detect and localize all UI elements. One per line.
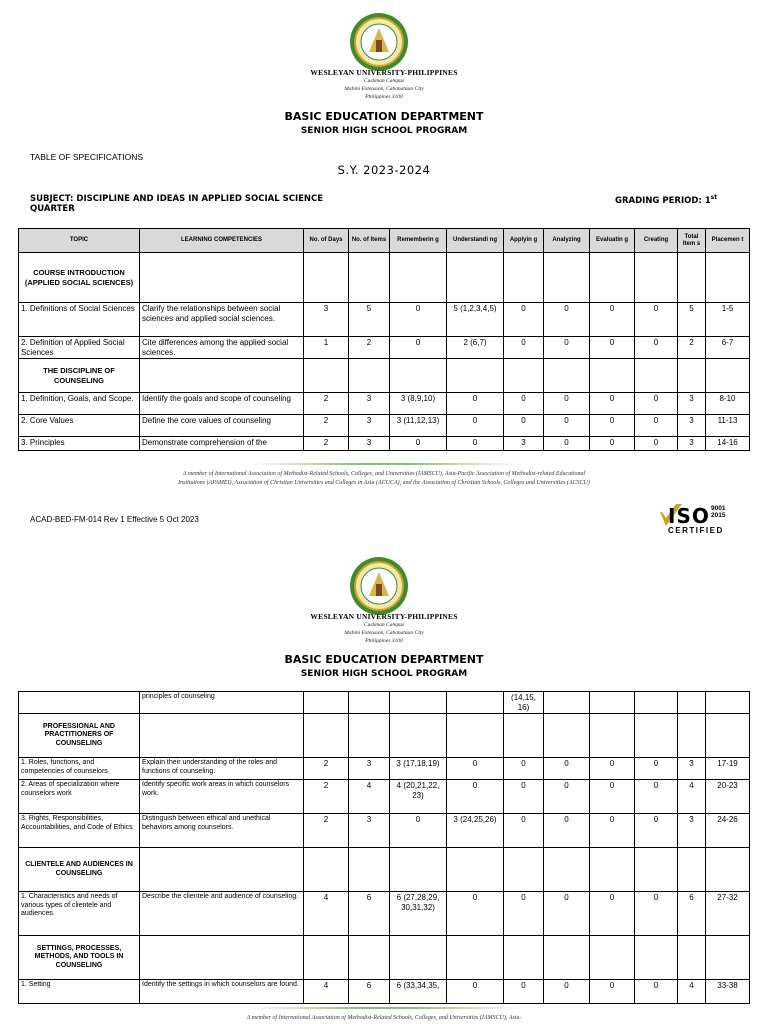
column-header: Rememberin g <box>390 229 447 253</box>
empty-cell <box>447 253 504 303</box>
table-row <box>19 393 750 415</box>
value-cell: (14,15, 16) <box>504 692 544 714</box>
value-cell: 0 <box>447 758 504 780</box>
value-cell: 3 <box>678 758 706 780</box>
empty-cell <box>447 936 504 980</box>
empty-cell <box>504 936 544 980</box>
university-seal-icon-page2 <box>349 556 409 616</box>
value-cell: 0 <box>635 892 678 936</box>
column-header: Creating <box>635 229 678 253</box>
empty-cell <box>590 253 635 303</box>
university-campus-page2: Cushman Campus <box>363 622 405 628</box>
value-cell: 0 <box>590 892 635 936</box>
value-cell: 4 <box>678 780 706 814</box>
empty-cell <box>544 848 590 892</box>
topic-cell: 1. Definitions of Social Sciences <box>19 303 140 337</box>
value-cell: 0 <box>635 780 678 814</box>
empty-cell <box>590 936 635 980</box>
value-cell: 0 <box>544 415 590 437</box>
empty-cell <box>140 714 304 758</box>
value-cell: 2 <box>304 437 349 451</box>
value-cell: 0 <box>504 337 544 359</box>
value-cell <box>590 692 635 714</box>
iso-number: 9001 2015 <box>711 505 726 519</box>
section-title: THE DISCIPLINE OF COUNSELING <box>19 359 140 393</box>
value-cell: 0 <box>447 437 504 451</box>
value-cell: 0 <box>504 814 544 848</box>
empty-cell <box>678 253 706 303</box>
value-cell: 0 <box>590 393 635 415</box>
quarter-label: QUARTER <box>30 204 75 214</box>
empty-cell <box>635 848 678 892</box>
value-cell: 3 (24,25,26) <box>447 814 504 848</box>
empty-cell <box>504 253 544 303</box>
grading-period-label: GRADING PERIOD: 1st <box>615 194 718 206</box>
value-cell: 3 (8,9,10) <box>390 393 447 415</box>
empty-cell <box>140 936 304 980</box>
value-cell: 3 (17,18,19) <box>390 758 447 780</box>
topic-cell: 1. Setting <box>19 980 140 1004</box>
topic-cell: 3. Rights, Responsibilities, Accountabilities, and Code of Ethics <box>19 814 140 848</box>
value-cell: 2 <box>349 337 390 359</box>
value-cell: 3 <box>304 303 349 337</box>
section-row <box>19 714 750 758</box>
department-title-page2: BASIC EDUCATION DEPARTMENT <box>284 653 484 666</box>
empty-cell <box>504 359 544 393</box>
empty-cell <box>304 253 349 303</box>
topic-cell: 2. Areas of specialization where counselors work <box>19 780 140 814</box>
value-cell: 5 <box>678 303 706 337</box>
value-cell <box>706 692 750 714</box>
value-cell: 4 <box>304 892 349 936</box>
column-header: Evaluatin g <box>590 229 635 253</box>
value-cell: 4 <box>678 980 706 1004</box>
empty-cell <box>635 936 678 980</box>
value-cell: 3 <box>349 437 390 451</box>
competency-cell: Identify the settings in which counselors are found. <box>140 980 304 1004</box>
value-cell: 0 <box>504 415 544 437</box>
empty-cell <box>678 359 706 393</box>
value-cell <box>447 692 504 714</box>
value-cell: 3 <box>678 814 706 848</box>
empty-cell <box>390 848 447 892</box>
column-header: No. of Items <box>349 229 390 253</box>
empty-cell <box>706 359 750 393</box>
topic-cell: 2. Definition of Applied Social Sciences <box>19 337 140 359</box>
value-cell: 33-38 <box>706 980 750 1004</box>
column-header: Analyzing <box>544 229 590 253</box>
footer-divider <box>250 463 520 465</box>
table-row <box>19 337 750 359</box>
value-cell: 3 <box>349 814 390 848</box>
membership-footer: A member of International Association of Methodist-Related Schools, Colleges, and Universities (IAMSCU), Asia-Pacific Association of Methodist-related Educational Institutions (APAMEI), Association of Christian Universities and Colleges in Asia (ACUCA), and the Association of Christian Schools, Colleges and Universities (ACSCU) <box>178 471 590 486</box>
empty-cell <box>544 359 590 393</box>
competency-cell: Clarify the relationships between social sciences and applied social sciences. <box>140 303 304 337</box>
competency-cell: Define the core values of counseling <box>140 415 304 437</box>
value-cell: 0 <box>590 303 635 337</box>
value-cell <box>544 692 590 714</box>
value-cell <box>304 692 349 714</box>
value-cell: 0 <box>544 393 590 415</box>
value-cell: 0 <box>590 980 635 1004</box>
membership-footer-page2: A member of International Association of Methodist-Related Schools, Colleges, and Universities (IAMSCU), Asia- <box>246 1015 522 1021</box>
empty-cell <box>140 253 304 303</box>
empty-cell <box>504 714 544 758</box>
value-cell: 2 <box>304 393 349 415</box>
section-row <box>19 936 750 980</box>
empty-cell <box>590 359 635 393</box>
value-cell: 3 <box>349 758 390 780</box>
empty-cell <box>140 359 304 393</box>
value-cell: 0 <box>590 758 635 780</box>
university-address-line2: Philippines 3100 <box>365 94 403 100</box>
value-cell <box>635 692 678 714</box>
value-cell: 0 <box>635 437 678 451</box>
value-cell: 0 <box>504 980 544 1004</box>
empty-cell <box>678 848 706 892</box>
competency-cell: Explain their understanding of the roles and functions of counseling. <box>140 758 304 780</box>
value-cell: 3 <box>349 415 390 437</box>
value-cell: 0 <box>635 337 678 359</box>
empty-cell <box>706 936 750 980</box>
value-cell: 6 <box>349 980 390 1004</box>
school-year: S.Y. 2023-2024 <box>337 163 431 177</box>
document-title: TABLE OF SPECIFICATIONS <box>30 152 144 162</box>
value-cell: 0 <box>590 337 635 359</box>
value-cell: 4 <box>304 980 349 1004</box>
value-cell: 2 <box>304 780 349 814</box>
program-title: SENIOR HIGH SCHOOL PROGRAM <box>300 126 468 136</box>
competency-cell: Distinguish between ethical and unethical behaviors among counselors. <box>140 814 304 848</box>
section-title: SETTINGS, PROCESSES, METHODS, AND TOOLS IN COUNSELING <box>19 936 140 980</box>
value-cell: 0 <box>504 892 544 936</box>
competency-cell: Cite differences among the applied social sciences. <box>140 337 304 359</box>
department-title: BASIC EDUCATION DEPARTMENT <box>284 110 484 123</box>
empty-cell <box>390 936 447 980</box>
value-cell: 0 <box>544 437 590 451</box>
empty-cell <box>304 714 349 758</box>
topic-cell <box>19 692 140 714</box>
value-cell: 0 <box>390 437 447 451</box>
value-cell: 3 <box>678 393 706 415</box>
section-row <box>19 359 750 393</box>
empty-cell <box>635 359 678 393</box>
value-cell: 8-10 <box>706 393 750 415</box>
value-cell: 2 <box>304 415 349 437</box>
empty-cell <box>590 714 635 758</box>
value-cell: 3 <box>504 437 544 451</box>
table-row <box>19 892 750 936</box>
value-cell: 3 (11,12,13) <box>390 415 447 437</box>
table-row <box>19 780 750 814</box>
empty-cell <box>678 714 706 758</box>
value-cell: 0 <box>504 758 544 780</box>
value-cell: 0 <box>635 758 678 780</box>
value-cell: 6 <box>678 892 706 936</box>
value-cell: 0 <box>390 814 447 848</box>
value-cell: 2 (6,7) <box>447 337 504 359</box>
empty-cell <box>544 714 590 758</box>
value-cell: 3 <box>349 393 390 415</box>
specifications-table-page1 <box>18 228 750 451</box>
value-cell: 14-16 <box>706 437 750 451</box>
university-address-line2-page2: Philippines 3100 <box>365 638 403 644</box>
competency-cell: Demonstrate comprehension of the <box>140 437 304 451</box>
value-cell: 0 <box>447 892 504 936</box>
column-header: Total Item s <box>678 229 706 253</box>
column-header: Applyin g <box>504 229 544 253</box>
topic-cell: 3. Principles <box>19 437 140 451</box>
iso-certified-text: CERTIFIED <box>668 526 724 535</box>
value-cell: 0 <box>504 780 544 814</box>
value-cell: 6-7 <box>706 337 750 359</box>
table-row <box>19 303 750 337</box>
university-address-line1-page2: Mabini Extension, Cabanatuan City <box>344 630 424 636</box>
empty-cell <box>678 936 706 980</box>
column-header: No. of Days <box>304 229 349 253</box>
university-campus: Cushman Campus <box>363 78 405 84</box>
table-row <box>19 758 750 780</box>
section-row <box>19 848 750 892</box>
topic-cell: 2. Core Values <box>19 415 140 437</box>
topic-cell: 1. Roles, functions, and competencies of counselors <box>19 758 140 780</box>
value-cell <box>678 692 706 714</box>
value-cell: 0 <box>590 415 635 437</box>
value-cell: 0 <box>544 814 590 848</box>
empty-cell <box>390 359 447 393</box>
value-cell: 5 <box>349 303 390 337</box>
value-cell: 0 <box>390 303 447 337</box>
value-cell: 6 (33,34,35, <box>390 980 447 1004</box>
value-cell: 2 <box>304 814 349 848</box>
empty-cell <box>447 848 504 892</box>
empty-cell <box>504 848 544 892</box>
value-cell: 2 <box>678 337 706 359</box>
value-cell: 3 <box>678 437 706 451</box>
value-cell: 4 (20,21,22, 23) <box>390 780 447 814</box>
value-cell: 0 <box>390 337 447 359</box>
university-name: WESLEYAN UNIVERSITY-PHILIPPINES <box>310 68 458 77</box>
empty-cell <box>304 936 349 980</box>
section-title: CLIENTELE AND AUDIENCES IN COUNSELING <box>19 848 140 892</box>
value-cell: 0 <box>544 980 590 1004</box>
empty-cell <box>349 253 390 303</box>
empty-cell <box>447 714 504 758</box>
value-cell: 0 <box>635 814 678 848</box>
value-cell: 3 <box>678 415 706 437</box>
empty-cell <box>706 253 750 303</box>
program-title-page2: SENIOR HIGH SCHOOL PROGRAM <box>300 669 468 679</box>
value-cell: 0 <box>504 393 544 415</box>
empty-cell <box>635 714 678 758</box>
value-cell: 6 <box>349 892 390 936</box>
value-cell: 20-23 <box>706 780 750 814</box>
iso-certified-badge <box>652 502 728 536</box>
value-cell: 0 <box>447 415 504 437</box>
university-address-line1: Mabini Extension, Cabanatuan City <box>344 86 424 92</box>
value-cell: 17-19 <box>706 758 750 780</box>
value-cell: 0 <box>635 393 678 415</box>
value-cell: 2 <box>304 758 349 780</box>
university-seal-icon <box>349 12 409 72</box>
subject-label: SUBJECT: DISCIPLINE AND IDEAS IN APPLIED SOCIAL SCIENCE <box>30 194 324 204</box>
empty-cell <box>544 936 590 980</box>
value-cell <box>349 692 390 714</box>
value-cell: 0 <box>544 337 590 359</box>
value-cell: 1 <box>304 337 349 359</box>
empty-cell <box>349 936 390 980</box>
empty-cell <box>390 714 447 758</box>
empty-cell <box>447 359 504 393</box>
table-row <box>19 437 750 451</box>
empty-cell <box>349 848 390 892</box>
value-cell: 0 <box>590 437 635 451</box>
column-header: LEARNING COMPETENCIES <box>140 229 304 253</box>
empty-cell <box>349 359 390 393</box>
iso-mark: ISO <box>668 504 710 528</box>
value-cell: 6 (27,28,29, 30,31,32) <box>390 892 447 936</box>
table-row <box>19 814 750 848</box>
value-cell: 0 <box>544 780 590 814</box>
value-cell: 0 <box>544 892 590 936</box>
column-header: TOPIC <box>19 229 140 253</box>
table-row <box>19 415 750 437</box>
value-cell: 0 <box>544 303 590 337</box>
empty-cell <box>544 253 590 303</box>
value-cell: 1-5 <box>706 303 750 337</box>
column-header: Understandi ng <box>447 229 504 253</box>
value-cell: 0 <box>447 780 504 814</box>
table-row <box>19 692 750 714</box>
value-cell: 0 <box>447 980 504 1004</box>
empty-cell <box>304 848 349 892</box>
value-cell <box>390 692 447 714</box>
value-cell: 4 <box>349 780 390 814</box>
value-cell: 24-26 <box>706 814 750 848</box>
table-header-row <box>19 229 750 253</box>
empty-cell <box>390 253 447 303</box>
value-cell: 11-13 <box>706 415 750 437</box>
competency-cell: principles of counseling <box>140 692 304 714</box>
value-cell: 0 <box>447 393 504 415</box>
table-row <box>19 980 750 1004</box>
value-cell: 0 <box>544 758 590 780</box>
empty-cell <box>706 848 750 892</box>
value-cell: 0 <box>635 303 678 337</box>
empty-cell <box>590 848 635 892</box>
competency-cell: Describe the clientele and audience of counseling. <box>140 892 304 936</box>
value-cell: 0 <box>504 303 544 337</box>
value-cell: 5 (1,2,3,4,5) <box>447 303 504 337</box>
competency-cell: Identify specific work areas in which counselors work. <box>140 780 304 814</box>
topic-cell: 1. Definition, Goals, and Scope. <box>19 393 140 415</box>
section-title: PROFESSIONAL AND PRACTITIONERS OF COUNSELING <box>19 714 140 758</box>
university-name-page2: WESLEYAN UNIVERSITY-PHILIPPINES <box>310 612 458 621</box>
competency-cell: Identify the goals and scope of counseling <box>140 393 304 415</box>
empty-cell <box>140 848 304 892</box>
value-cell: 27-32 <box>706 892 750 936</box>
column-header: Placemen t <box>706 229 750 253</box>
empty-cell <box>349 714 390 758</box>
section-title: COURSE INTRODUCTION (APPLIED SOCIAL SCIENCES) <box>19 253 140 303</box>
value-cell: 0 <box>635 415 678 437</box>
empty-cell <box>635 253 678 303</box>
value-cell: 0 <box>590 780 635 814</box>
empty-cell <box>304 359 349 393</box>
form-code: ACAD-BED-FM-014 Rev 1 Effective 5 Oct 2023 <box>30 515 199 524</box>
section-row <box>19 253 750 303</box>
topic-cell: 1. Characteristics and needs of various types of clientele and audiences. <box>19 892 140 936</box>
value-cell: 0 <box>590 814 635 848</box>
value-cell: 0 <box>635 980 678 1004</box>
specifications-table-page2 <box>18 691 750 1004</box>
empty-cell <box>706 714 750 758</box>
footer-divider-page2 <box>250 1007 520 1009</box>
